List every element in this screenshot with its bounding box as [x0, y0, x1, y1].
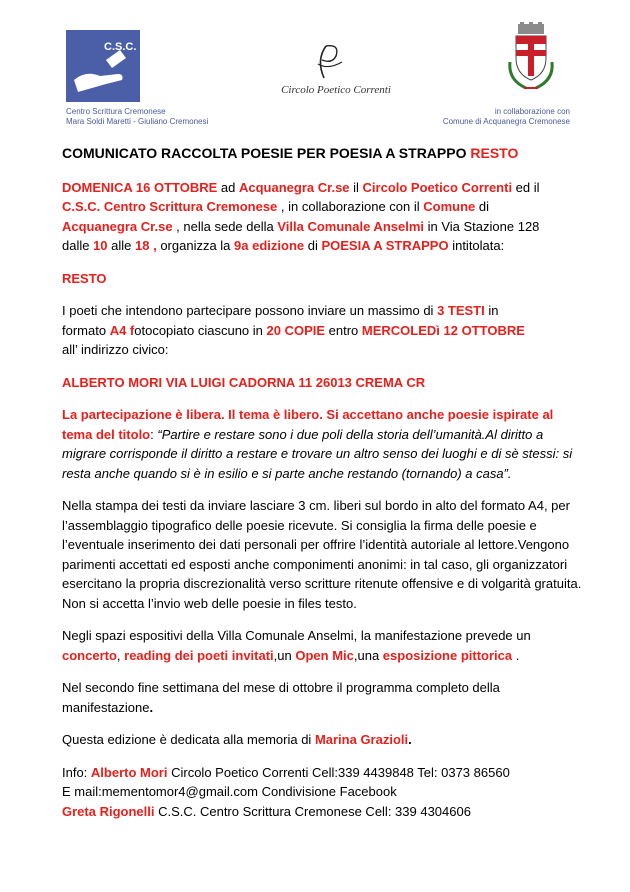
- copies: 20 COPIE: [266, 322, 326, 338]
- text: Nel secondo fine settimana del mese di ottobre il programma completo della manifestazione: [62, 680, 500, 715]
- announcement-body: [62, 144, 582, 821]
- text: :: [150, 426, 158, 442]
- text: formato: [62, 322, 110, 338]
- event-place: Acquanegra Cr.se: [238, 179, 350, 195]
- time-start: 10: [93, 238, 108, 253]
- text: I poeti che intendono partecipare possono inviare un massimo di: [62, 303, 438, 318]
- text: il: [349, 179, 363, 195]
- program-concerto: concerto: [62, 647, 117, 663]
- paragraph-print-rules: Nella stampa dei testi da inviare lasciare 3 cm. liberi sul bordo in alto del formato A4, per l’assemblaggio tipografico delle poesie ricevute. Si consiglia la firma delle poesie e l’eventuale inserimento dei dati personali per offrire l’identità autoriale al lettore.Vengono parimenti accettati ed esposti anche componimenti anonimi: in tal caso, gli organizzatori esercitano la propria discrezionalità verso scritture ritenute offensive e di volgarità gratuita. Non si accetta l’invio web delle poesie in files testo.: [62, 498, 582, 611]
- place-acquanegra: Acquanegra Cr.se: [62, 218, 173, 234]
- program-open-mic: Open Mic: [295, 647, 354, 663]
- program-reading: reading dei poeti invitati: [124, 647, 274, 663]
- title-main: COMUNICATO RACCOLTA POESIE PER POESIA A STRAPPO: [62, 145, 467, 161]
- org-comune: Comune: [423, 199, 476, 214]
- contact-info: [62, 763, 582, 822]
- right-caption-line: Comune di Acquanegra Cremonese: [442, 117, 570, 126]
- paragraph-program: [62, 626, 582, 665]
- paragraph-event: [62, 178, 582, 256]
- text: entro: [325, 322, 362, 338]
- program-exhibition: esposizione pittorica: [382, 647, 513, 663]
- paragraph-submission: [62, 301, 582, 360]
- left-caption: [66, 107, 208, 127]
- dedication-name: Marina Grazioli: [314, 732, 409, 747]
- text: .: [408, 732, 412, 747]
- text: ,una: [353, 647, 383, 663]
- text: intitolata:: [448, 238, 505, 253]
- text: otocopiato ciascuno in: [134, 322, 267, 338]
- comune-crest: [506, 22, 556, 94]
- format: A4 f: [109, 322, 135, 338]
- text: , in collaborazione con il: [277, 199, 424, 214]
- csc-logo: [66, 30, 140, 102]
- text: Questa edizione è dedicata alla memoria di: [62, 732, 315, 747]
- text: all’ indirizzo civico:: [62, 342, 169, 357]
- max-texts: 3 TESTI: [437, 303, 485, 318]
- left-caption-line: Mara Soldi Maretti - Giuliano Cremonesi: [66, 117, 209, 126]
- text: .: [512, 647, 520, 663]
- page-title: [62, 144, 582, 164]
- event-date: DOMENICA 16 OTTOBRE: [62, 179, 218, 195]
- org-csc: C.S.C. Centro Scrittura Cremonese: [62, 199, 278, 214]
- venue: Villa Comunale Anselmi: [277, 218, 424, 234]
- circolo-label: Circolo Poetico Correnti: [281, 84, 391, 96]
- text: ed il: [512, 179, 540, 195]
- theme-rules: La partecipazione è libera. Il tema è libero. Si accettano anche poesie ispirate al tema del titolo: [62, 407, 554, 442]
- text: alle: [107, 238, 136, 253]
- paragraph-dedication: [62, 730, 582, 750]
- title-highlight: RESTO: [470, 145, 519, 161]
- right-caption-line: in collaborazione con: [494, 107, 570, 116]
- edition: 9a edizione: [234, 238, 305, 253]
- paragraph-schedule: [62, 678, 582, 717]
- text: di: [475, 199, 489, 214]
- text: ,: [116, 647, 125, 663]
- deadline: MERCOLEDì 12 OTTOBRE: [361, 322, 525, 338]
- contact-name-2: Greta Rigonelli: [62, 803, 155, 819]
- text: ad: [217, 179, 239, 195]
- contact-name: Alberto Mori: [90, 764, 168, 780]
- contact-details: Circolo Poetico Correnti Cell:339 4439848 Tel: 0373 86560: [167, 764, 510, 780]
- text: ,un: [273, 647, 296, 663]
- contact-details-2: C.S.C. Centro Scrittura Cremonese Cell: 339 4304606: [154, 803, 471, 819]
- text: Negli spazi espositivi della Villa Comunale Anselmi, la manifestazione prevede un: [62, 628, 531, 643]
- contact-email: E mail:mementomor4@gmail.com Condivisione Facebook: [62, 784, 397, 799]
- org-circolo: Circolo Poetico Correnti: [362, 179, 513, 195]
- text: , nella sede della: [172, 218, 278, 234]
- csc-logo-text: C.S.C.: [104, 41, 137, 53]
- text: in: [484, 303, 499, 318]
- time-end: 18 ,: [135, 238, 157, 253]
- event-name: POESIA A STRAPPO: [321, 238, 449, 253]
- right-caption: [443, 107, 570, 127]
- circolo-logo: [296, 40, 356, 82]
- theme-title: RESTO: [62, 270, 107, 286]
- text: in Via Stazione 128: [424, 218, 540, 234]
- postal-address: ALBERTO MORI VIA LUIGI CADORNA 11 26013 CREMA CR: [62, 374, 426, 390]
- text: Info:: [62, 764, 91, 780]
- left-caption-line: Centro Scrittura Cremonese: [66, 107, 166, 116]
- text: dalle: [62, 238, 94, 253]
- text: .: [149, 699, 154, 715]
- paragraph-theme: [62, 405, 582, 483]
- theme-quote: “Partire e restare sono i due poli della storia dell’umanità.Al diritto a migrare corrisponde il diritto a restare e trovare un altro senso dei luoghi e di sè stessi: si resta anche quando si è in esilio e si parte anche restando (tornando) a casa”.: [62, 426, 573, 481]
- text: organizza la: [156, 238, 235, 253]
- text: di: [304, 238, 322, 253]
